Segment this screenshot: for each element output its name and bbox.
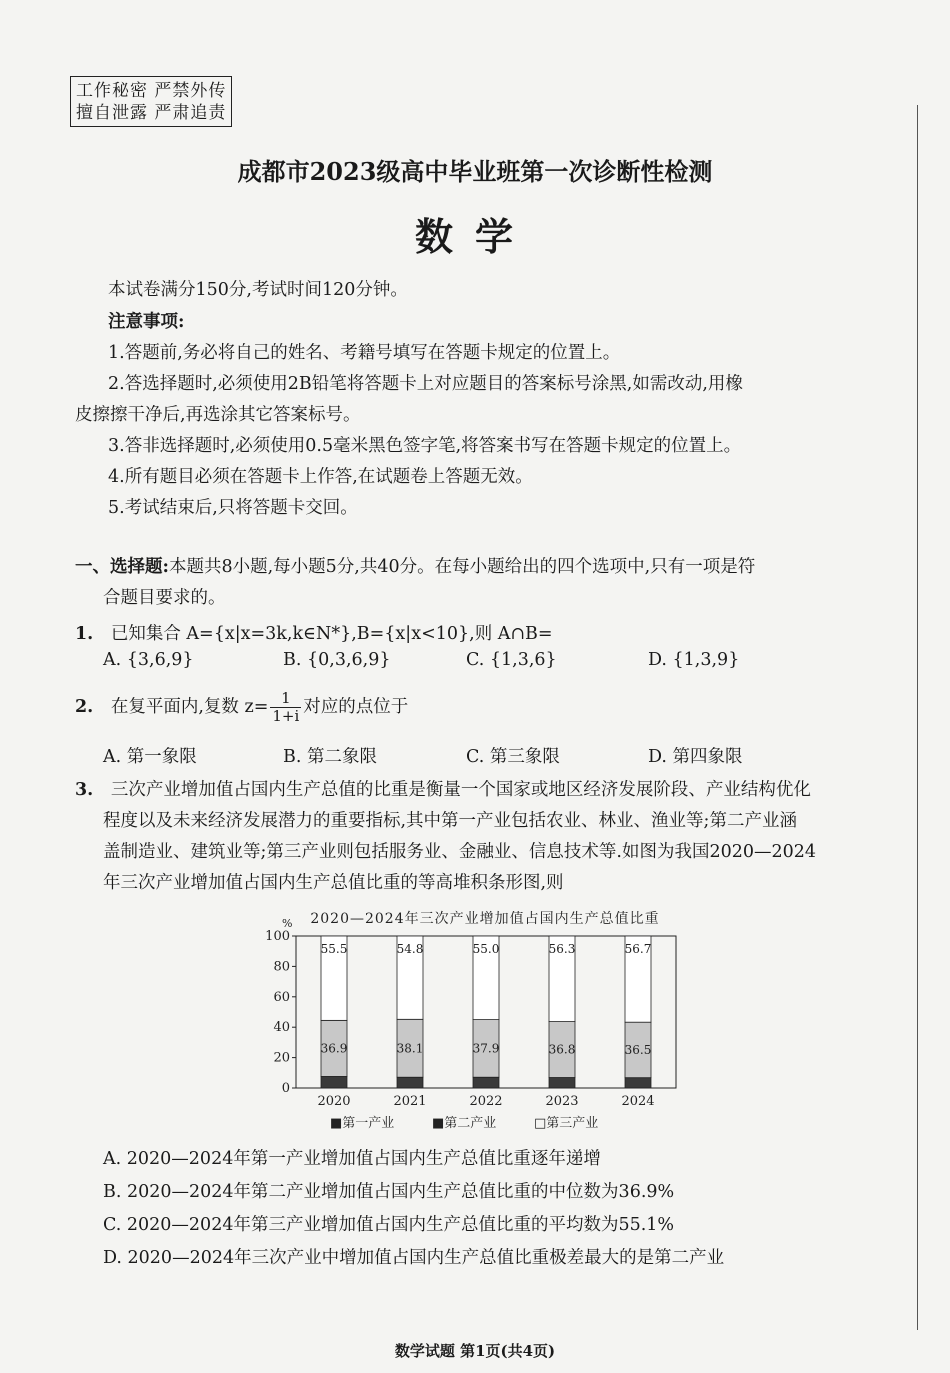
notice-title: 注意事项: xyxy=(108,312,185,332)
x-tick-label: 2023 xyxy=(545,1094,579,1109)
question-2-stem-a: 在复平面内,复数 z= xyxy=(110,697,269,717)
x-tick-label: 2020 xyxy=(317,1094,351,1109)
bar-data-label: 36.8 xyxy=(548,1042,576,1057)
bar-segment xyxy=(321,1076,347,1088)
section-1-text: 本题共8小题,每小题5分,共40分。在每小题给出的四个选项中,只有一项是符 xyxy=(168,557,756,577)
question-2 xyxy=(75,690,408,725)
section-1-heading xyxy=(75,555,755,579)
question-3-line-2: 程度以及未来经济发展潜力的重要指标,其中第一产业包括农业、林业、渔业等;第二产业涵 xyxy=(103,811,797,831)
q2-option-a: A. 第一象限 xyxy=(103,747,197,767)
notice-1: 1.答题前,务必将自己的姓名、考籍号填写在答题卡规定的位置上。 xyxy=(108,343,621,363)
x-axis-labels xyxy=(317,1094,654,1109)
notice-5: 5.考试结束后,只将答题卡交回。 xyxy=(108,498,358,518)
q3-option-c: C. 2020—2024年第三产业增加值占国内生产总值比重的平均数为55.1% xyxy=(103,1215,675,1235)
q2-option-d: D. 第四象限 xyxy=(648,747,743,767)
bar-data-label: 38.1 xyxy=(396,1041,424,1056)
y-tick-label: 60 xyxy=(273,989,290,1005)
y-tick-label: 20 xyxy=(273,1050,290,1066)
exam-title: 成都市2023级高中毕业班第一次诊断性检测 xyxy=(237,157,713,186)
subject-title: 数学 xyxy=(414,214,535,259)
question-3 xyxy=(75,778,811,802)
stamp-line-2: 擅自泄露 严肃追责 xyxy=(76,103,227,123)
notice-2: 2.答选择题时,必须使用2B铅笔将答题卡上对应题目的答案标号涂黑,如需改动,用橡 xyxy=(108,374,743,394)
chart-legend xyxy=(330,1115,598,1131)
page-margin-line xyxy=(917,105,918,1330)
bar-group xyxy=(321,936,652,1088)
question-2-fraction xyxy=(270,690,301,725)
bar-segment xyxy=(473,1077,499,1088)
section-1-label: 一、选择题: xyxy=(75,557,169,577)
y-tick-label: 80 xyxy=(273,959,290,975)
question-3-number: 3. xyxy=(75,780,94,800)
bar-data-label: 36.5 xyxy=(624,1042,652,1057)
question-1-number: 1. xyxy=(75,624,94,644)
question-1-stem: 已知集合 A={x|x=3k,k∈N*},B={x|x<10},则 A∩B= xyxy=(110,624,553,644)
q3-option-b: B. 2020—2024年第二产业增加值占国内生产总值比重的中位数为36.9% xyxy=(103,1182,675,1202)
fraction-numerator: 1 xyxy=(270,690,301,708)
notice-4: 4.所有题目必须在答题卡上作答,在试题卷上答题无效。 xyxy=(108,467,533,487)
question-3-line-4: 年三次产业增加值占国内生产总值比重的等高堆积条形图,则 xyxy=(103,873,564,893)
legend-primary: ■第一产业 xyxy=(330,1116,395,1131)
legend-tertiary: □第三产业 xyxy=(534,1116,599,1131)
q1-option-d: D. {1,3,9} xyxy=(648,650,740,670)
q2-option-c: C. 第三象限 xyxy=(466,747,560,767)
notice-2-cont: 皮擦擦干净后,再选涂其它答案标号。 xyxy=(75,405,361,425)
bar-data-label: 55.5 xyxy=(320,942,348,956)
bar-data-label: 56.7 xyxy=(624,942,652,956)
bar-data-label: 36.9 xyxy=(320,1041,348,1056)
question-3-line-3: 盖制造业、建筑业等;第三产业则包括服务业、金融业、信息技术等.如图为我国2020—2024 xyxy=(103,842,817,862)
bar-data-label: 54.8 xyxy=(396,942,424,956)
q1-option-b: B. {0,3,6,9} xyxy=(283,650,391,670)
stacked-bar-chart xyxy=(260,905,690,1135)
q1-option-a: A. {3,6,9} xyxy=(103,650,194,670)
q3-option-d: D. 2020—2024年三次产业中增加值占国内生产总值比重极差最大的是第二产业 xyxy=(103,1248,725,1268)
bar-segment xyxy=(625,1078,651,1088)
question-2-stem-b: 对应的点位于 xyxy=(303,697,409,717)
page-footer: 数学试题 第1页(共4页) xyxy=(394,1342,556,1360)
y-tick-label: 0 xyxy=(281,1081,290,1096)
y-axis-unit: % xyxy=(282,917,293,930)
x-tick-label: 2021 xyxy=(393,1094,427,1109)
chart-title: 2020—2024年三次产业增加值占国内生产总值比重 xyxy=(310,911,660,927)
y-axis-ticks xyxy=(265,929,296,1096)
confidential-stamp xyxy=(70,76,232,127)
x-tick-label: 2022 xyxy=(469,1094,503,1109)
y-tick-label: 100 xyxy=(265,929,290,944)
bar-data-label: 37.9 xyxy=(472,1041,500,1056)
bar-data-label: 55.0 xyxy=(472,942,500,956)
question-1 xyxy=(75,622,553,646)
y-tick-label: 40 xyxy=(273,1020,290,1036)
q3-option-a: A. 2020—2024年第一产业增加值占国内生产总值比重逐年递增 xyxy=(103,1149,601,1169)
question-3-line-1: 三次产业增加值占国内生产总值的比重是衡量一个国家或地区经济发展阶段、产业结构优化 xyxy=(110,780,811,800)
q1-option-c: C. {1,3,6} xyxy=(466,650,557,670)
x-tick-label: 2024 xyxy=(621,1094,655,1109)
bar-segment xyxy=(397,1077,423,1088)
question-2-number: 2. xyxy=(75,697,94,717)
fraction-denominator: 1+i xyxy=(272,707,300,725)
bar-data-label: 56.3 xyxy=(548,942,576,956)
intro-text: 本试卷满分150分,考试时间120分钟。 xyxy=(108,280,408,300)
q2-option-b: B. 第二象限 xyxy=(283,747,377,767)
stamp-line-1: 工作秘密 严禁外传 xyxy=(76,81,227,101)
legend-secondary: ■第二产业 xyxy=(432,1116,497,1131)
bar-segment xyxy=(549,1078,575,1088)
section-1-text-cont: 合题目要求的。 xyxy=(103,588,226,608)
notice-3: 3.答非选择题时,必须使用0.5毫米黑色签字笔,将答案书写在答题卡规定的位置上。 xyxy=(108,436,742,456)
